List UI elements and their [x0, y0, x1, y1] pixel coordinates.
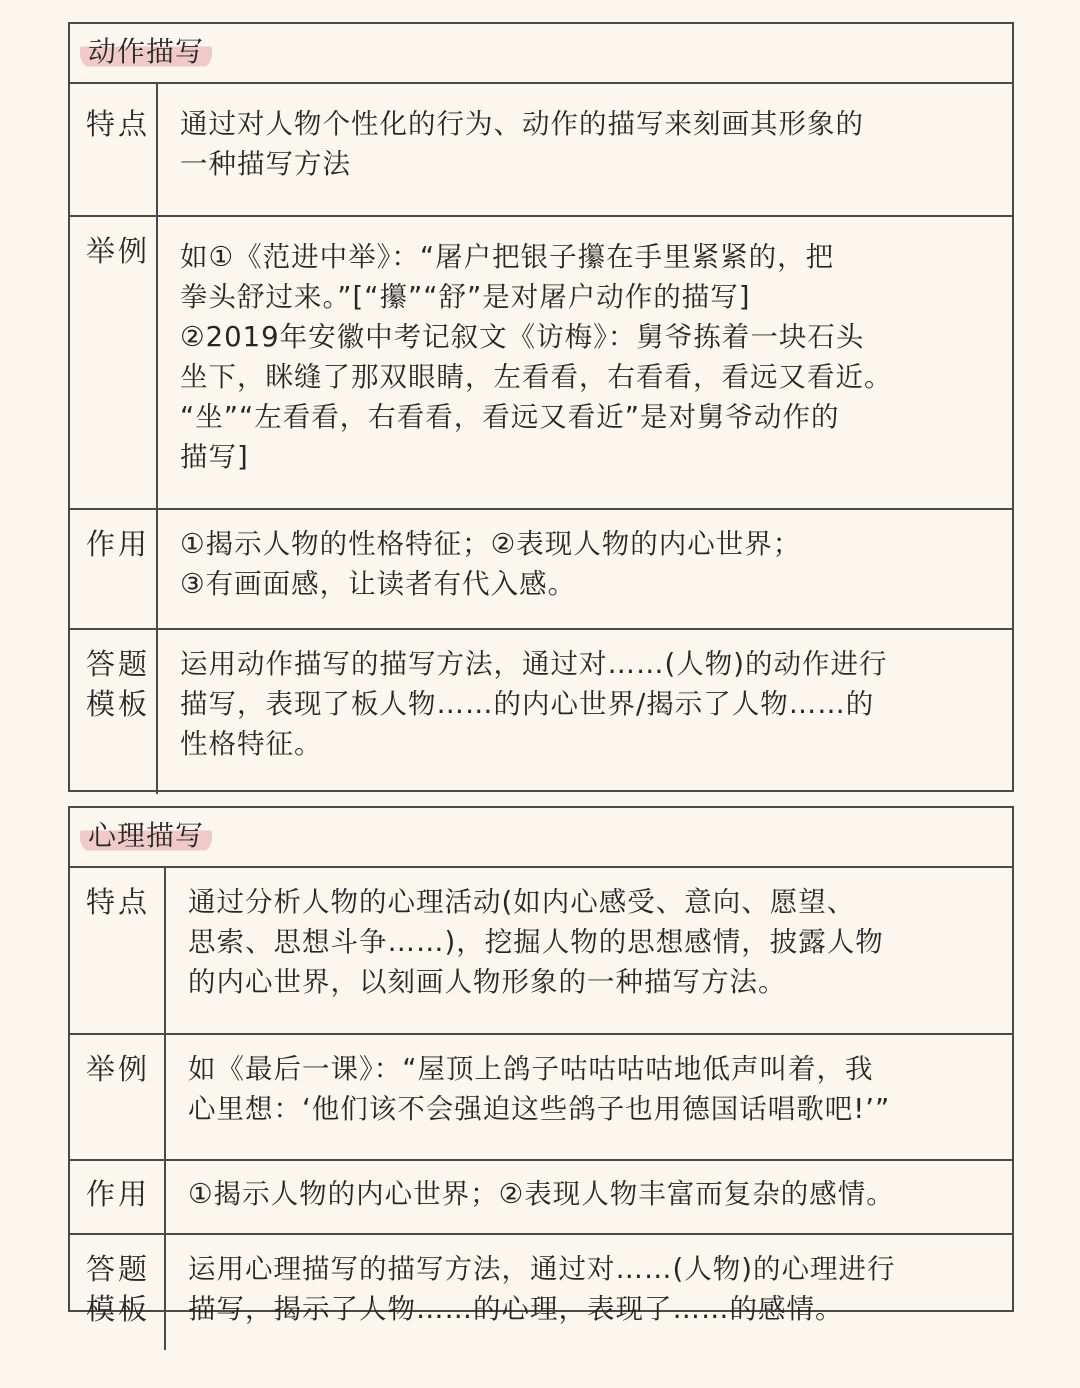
table-row-effect — [70, 1161, 1012, 1235]
action-description-table — [68, 22, 1014, 792]
row-label: 特点 — [70, 868, 166, 1033]
row-content: 通过分析人物的心理活动(如内心感受、意向、愿望、 思索、思想斗争……)，挖掘人物的思想感情，披露人物 的内心世界，以刻画人物形象的一种描写方法。 — [188, 886, 884, 998]
row-content: 运用心理描写的描写方法，通过对……(人物)的心理进行 描写，揭示了人物……的心理，表现了……的感情。 — [188, 1253, 896, 1325]
row-content: ①揭示人物的性格特征；②表现人物的内心世界； ③有画面感，让读者有代入感。 — [180, 528, 802, 600]
section-title: 心理描写 — [80, 818, 212, 854]
section-title: 动作描写 — [80, 34, 212, 70]
row-label: 举例 — [70, 217, 158, 508]
table-row-answer-template — [70, 1235, 1012, 1350]
table-header — [70, 24, 1012, 84]
row-content: ①揭示人物的内心世界；②表现人物丰富而复杂的感情。 — [188, 1178, 895, 1210]
row-label: 答题 模板 — [70, 630, 158, 794]
row-label: 特点 — [70, 84, 158, 215]
psychological-description-table — [68, 806, 1014, 1326]
table-row-answer-template — [70, 630, 1012, 794]
row-label: 答题 模板 — [70, 1235, 166, 1350]
row-content: 如《最后一课》：“屋顶上鸽子咕咕咕咕地低声叫着，我 心里想：‘他们该不会强迫这些鸽子也用德国话唱歌吧!’” — [188, 1053, 891, 1125]
table-row-example — [70, 217, 1012, 510]
row-content: 运用动作描写的描写方法，通过对……(人物)的动作进行 描写，表现了板人物……的内心世界/揭示了人物……的 性格特征。 — [180, 648, 888, 760]
row-content: 通过对人物个性化的行为、动作的描写来刻画其形象的 一种描写方法 — [180, 108, 864, 180]
table-row-features — [70, 84, 1012, 217]
table-row-effect — [70, 510, 1012, 630]
table-row-features — [70, 868, 1012, 1035]
row-content: 如①《范进中举》：“屠户把银子攥在手里紧紧的，把 拳头舒过来。”[“攥”“舒”是对屠户动作的描写] ②2019年安徽中考记叙文《访梅》：舅爷拣着一块石头 坐下，眯缝了那双眼睛，左看看，右看看，看远又看近。 “坐”“左看看，右看看，看远又看近”是对舅爷动作的 描写] — [180, 241, 893, 473]
row-label: 举例 — [70, 1035, 166, 1159]
table-row-example — [70, 1035, 1012, 1161]
table-header — [70, 808, 1012, 868]
row-label: 作用 — [70, 1161, 166, 1233]
row-label: 作用 — [70, 510, 158, 628]
